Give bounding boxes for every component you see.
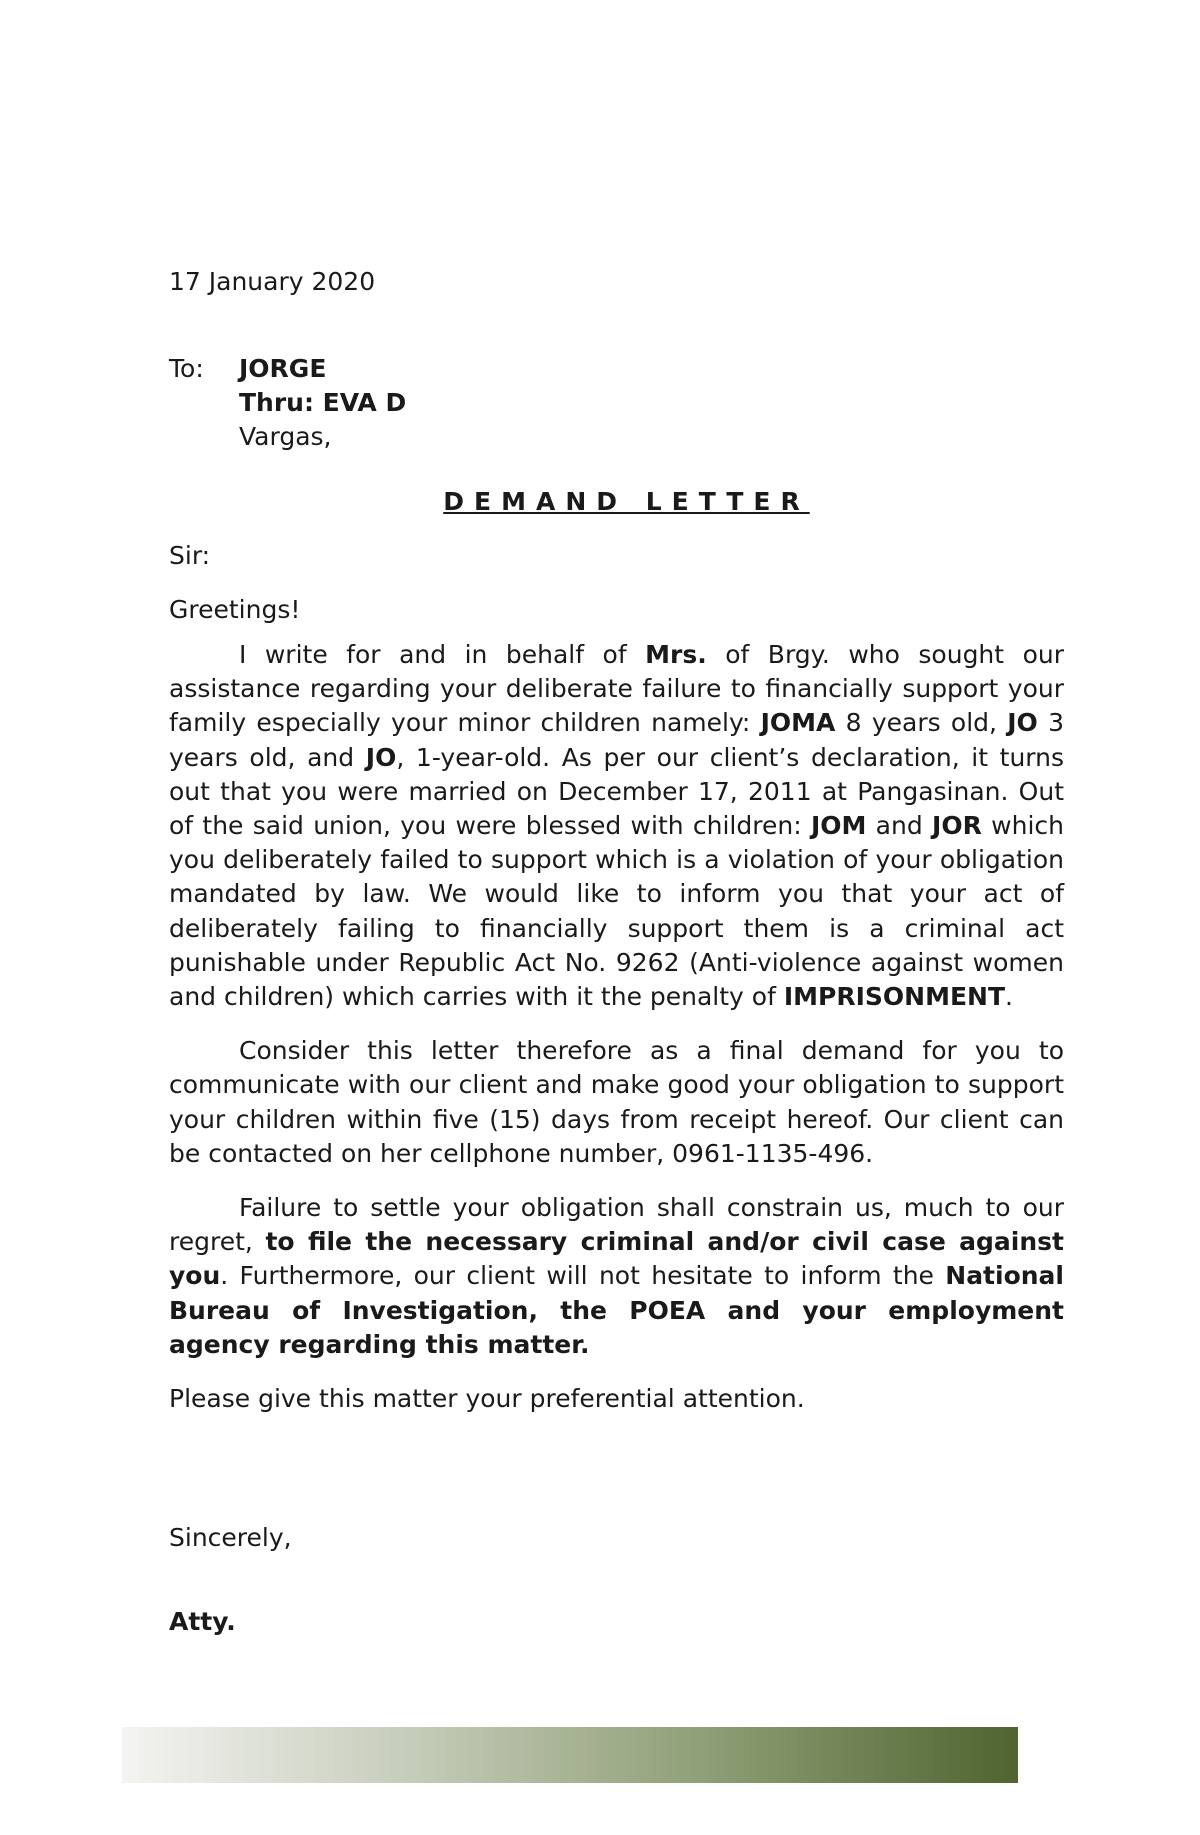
paragraph-3-text: Failure to settle your obligation shall constrain us, much to our regret, — [169, 1193, 1064, 1257]
penalty-emphasis: IMPRISONMENT — [783, 982, 1006, 1012]
letter-title: DEMAND LETTER — [443, 487, 810, 516]
paragraph-1-text: which you deliberately failed to support which is a violation of your obligation mandated by law. We would like to inform you that your act of deliberately failing to financially support them is a criminal act punishable under Republic Act No. 9262 (Anti-violence against women and children) which carries with it the penalty of — [169, 811, 1064, 1012]
paragraph-4: Please give this matter your preferential attention. — [169, 1384, 805, 1414]
paragraph-1 — [169, 638, 1064, 1014]
child-name: JO — [365, 742, 397, 772]
paragraph-1-text: I write for and in behalf of — [239, 640, 646, 669]
paragraph-1-text: . — [1005, 982, 1013, 1012]
child-name: JOR — [932, 811, 982, 841]
paragraph-1-text: 8 years old, — [835, 708, 1008, 738]
footer-gradient-bar — [122, 1727, 1018, 1783]
letter-date: 17 January 2020 — [169, 267, 376, 296]
paragraph-3 — [169, 1191, 1064, 1362]
paragraph-2: Consider this letter therefore as a final demand for you to communicate with our client and make good your obligation to support your children within five (15) days from receipt hereof. Our client can be contacted on her cellphone number, 0961-1135-496. — [169, 1036, 1064, 1168]
signer: Atty. — [169, 1607, 236, 1636]
recipient-thru: Thru: EVA D — [239, 388, 407, 417]
client-title: Mrs. — [645, 640, 707, 669]
closing: Sincerely, — [169, 1523, 292, 1552]
child-name: JO — [1007, 708, 1038, 738]
agencies-emphasis: National Bureau of Investigation, the POEA and your employment agency regarding this matter. — [169, 1261, 1064, 1359]
recipient-lines — [239, 352, 639, 454]
paragraph-1-text: and — [866, 811, 933, 841]
letter-body — [169, 638, 1064, 1436]
child-name: JOM — [810, 811, 867, 841]
recipient-address: Vargas, — [239, 422, 332, 451]
legal-action-emphasis: to file the necessary criminal and/or civil case against you — [169, 1227, 1064, 1291]
paragraph-1-text: of Brgy. who sought our assistance regarding your deliberate failure to financially support your family especially your minor children namely: — [169, 640, 1064, 738]
salutation: Sir: — [169, 541, 211, 570]
paragraph-1-text: , 1-year-old. As per our client’s declaration, it turns out that you were married on December 17, 2011 at Pangasinan. Out of the said union, you were blessed with children: — [169, 742, 1065, 841]
paragraph-1-text: 3 years old, and — [169, 708, 1064, 772]
child-name: JOMA — [760, 708, 836, 738]
paragraph-3-text: . Furthermore, our client will not hesitate to inform the — [220, 1261, 946, 1291]
greeting: Greetings! — [169, 595, 301, 624]
to-label: To: — [169, 354, 204, 383]
recipient-name: JORGE — [239, 354, 327, 383]
